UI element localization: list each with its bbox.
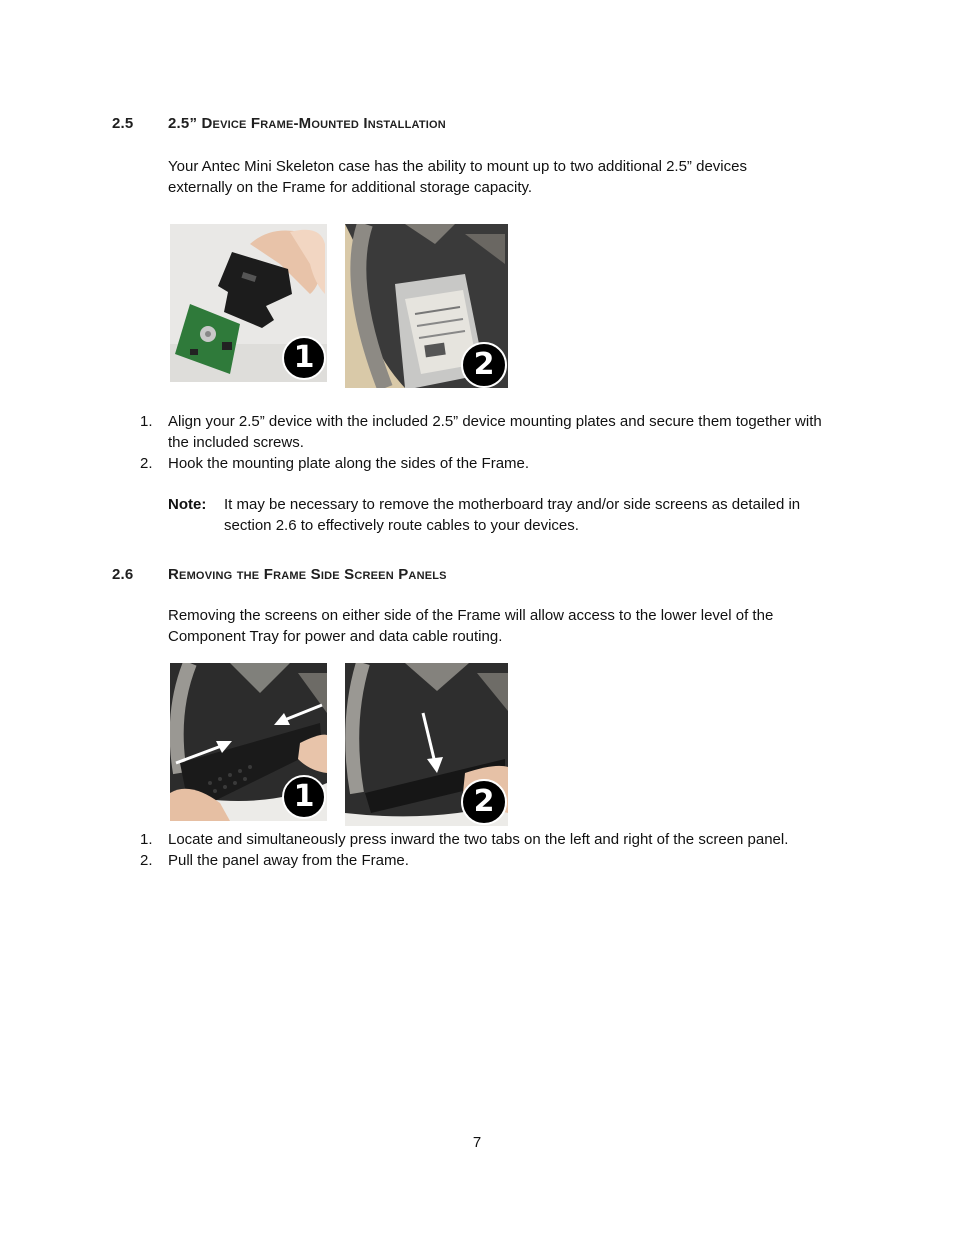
- list-item: 2. Pull the panel away from the Frame.: [140, 852, 409, 869]
- section-number: 2.6: [112, 566, 134, 583]
- section-title: 2.5” Device Frame-Mounted Installation: [168, 115, 446, 132]
- note: [168, 494, 848, 538]
- step-badge-1: 1: [282, 775, 326, 819]
- section-2-5-steps: [140, 411, 840, 474]
- section-number: 2.5: [112, 115, 134, 132]
- page-number: 7: [472, 1134, 482, 1151]
- list-item: 1. Locate and simultaneously press inward the two tabs on the left and right of the screen panel.: [140, 831, 789, 848]
- section-title: Removing the Frame Side Screen Panels: [168, 566, 447, 583]
- section-2-6-intro: Removing the screens on either side of the Frame will allow access to the lower level of the Component Tray for power and data cable routing.: [168, 607, 774, 645]
- photo-pull-panel: [345, 663, 508, 826]
- step-badge-2: 2: [461, 342, 507, 388]
- step-badge-2: 2: [461, 779, 507, 825]
- step-badge-1: 1: [282, 336, 326, 380]
- list-item: 1. Align your 2.5” device with the included 2.5” device mounting plates and secure them together with the included screws.: [140, 413, 822, 451]
- list-item: 2. Hook the mounting plate along the sides of the Frame.: [140, 455, 530, 472]
- section-2-6-steps: [140, 829, 860, 871]
- note-text: It may be necessary to remove the motherboard tray and/or side screens as detailed in section 2.6 to effectively route cables to your devices.: [224, 496, 801, 534]
- photo-press-tabs: [170, 663, 327, 821]
- photo-drive-on-frame: [345, 224, 508, 388]
- note-label: Note:: [168, 496, 207, 513]
- photo-drive-mounting-plate: [170, 224, 327, 382]
- section-2-5-intro: Your Antec Mini Skeleton case has the ability to mount up to two additional 2.5” devices externally on the Frame for additional storage capacity.: [168, 158, 747, 196]
